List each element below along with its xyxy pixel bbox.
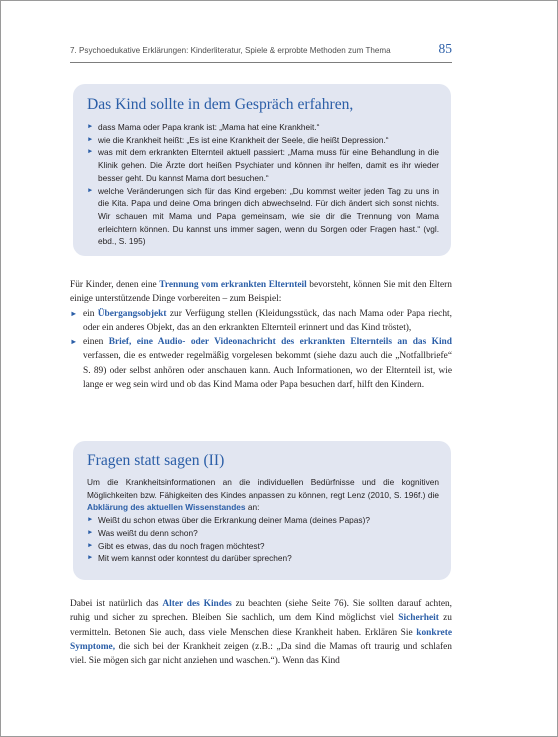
list-item-text: wie die Krankheit heißt: „Es ist eine Krankheit der Seele, die heißt Depression.“ — [98, 134, 389, 145]
triangle-bullet-icon: ► — [70, 308, 78, 318]
list-item — [87, 134, 439, 147]
info-box-title: Fragen statt sagen (II) — [87, 452, 225, 469]
keyword: konkrete Symptome, — [70, 627, 452, 652]
triangle-bullet-icon: ► — [87, 123, 94, 130]
text-run: zu vermitteln. Betonen Sie auch, dass viele Menschen diese Krankheit haben. Erklären Sie — [70, 613, 452, 638]
list-item — [70, 307, 452, 336]
triangle-bullet-icon: ► — [87, 516, 94, 524]
keyword: Abklärung des aktuellen Wissenstandes — [87, 502, 246, 513]
text-run: Für Kinder, denen eine — [70, 280, 160, 290]
keyword: Trennung vom erkrankten Elternteil — [159, 280, 307, 290]
text-run: einen — [83, 337, 109, 348]
list-item — [87, 146, 439, 184]
text-run: an: — [245, 502, 260, 513]
text-run: Dabei ist natürlich das — [70, 599, 163, 609]
triangle-bullet-icon: ► — [87, 554, 94, 562]
list-item-text: Mit wem kannst oder konntest du darüber sprechen? — [98, 553, 292, 564]
info-box-title: Das Kind sollte in dem Gespräch erfahren, — [87, 96, 354, 113]
support-list — [70, 307, 452, 393]
text-run: Um die Krankheitsinformationen an die individuellen Bedürfnisse und die kognitiven Möglichkeiten bzw. Fähigkeiten des Kindes anpassen zu können, regt Lenz (2010, S. 196f.) die — [87, 477, 439, 500]
keyword: Brief, eine Audio- oder Videonachricht des erkrankten Elternteils an das Kind — [108, 337, 452, 348]
text-run: die sich bei der Krankheit zeigen (z.B.: „Da sind die Mamas oft traurig und schlafen viel. Sie mögen sich gar nicht anziehen und waschen.“). Wenn das Kind — [70, 641, 452, 667]
list-item-text: was mit dem erkrankten Elternteil aktuell passiert: „Mama muss für eine Behandlung in die Klinik gehen. Die Ärzte dort heißen Psychiater und können ihr helfen, damit es ihr wieder besser geht. Du kannst Mama dort besuchen.“ — [98, 147, 439, 183]
keyword: Sicherheit — [398, 613, 439, 624]
text-run: ein — [83, 308, 98, 319]
text-run: verfassen, die es entweder regelmäßig vorgelesen bekommt (siehe dazu auch die „Notfallbriefe“ S. 89) oder selbst anhören oder anschauen kann. Auch Informationen, wo der Elternteil ist, wie lange er weg sein wird und ob das Kind Mama oder Papa besuchen darf, hilft den Kindern. — [83, 351, 452, 391]
section-separation — [70, 278, 452, 392]
list-item — [87, 185, 439, 249]
list-item — [87, 552, 439, 565]
list-item-text: dass Mama oder Papa krank ist: „Mama hat eine Krankheit.“ — [98, 122, 320, 132]
list-item — [87, 121, 439, 134]
triangle-bullet-icon: ► — [87, 186, 94, 194]
running-head-title: 7. Psychoedukative Erklärungen: Kinderliteratur, Spiele & erprobte Methoden zum Thema — [70, 46, 391, 55]
list-item-text: Gibt es etwas, das du noch fragen möchtest? — [98, 540, 265, 551]
paragraph — [87, 476, 439, 514]
list-item-text: Weißt du schon etwas über die Erkrankung deiner Mama (deines Papas)? — [98, 515, 370, 526]
triangle-bullet-icon: ► — [87, 148, 94, 156]
triangle-bullet-icon: ► — [87, 541, 94, 549]
list-item — [87, 540, 439, 553]
triangle-bullet-icon: ► — [87, 135, 94, 143]
section-age — [70, 597, 452, 668]
info-box-conversation — [73, 84, 451, 256]
info-box-questions — [73, 441, 451, 580]
paragraph — [70, 597, 452, 668]
triangle-bullet-icon: ► — [87, 528, 94, 536]
keyword: Alter des Kindes — [162, 599, 232, 609]
info-box-list — [87, 121, 439, 248]
paragraph — [70, 278, 452, 307]
text-run: zu beachten (siehe Seite 76). Sie sollten darauf achten, ruhig und sicher zu sprechen. Bleiben Sie sachlich, um dem Kind möglichst viel — [70, 599, 453, 624]
text-run: bevorsteht, können Sie mit den Eltern einige unterstützende Dinge vorbereiten – zum Beispiel: — [70, 280, 452, 305]
question-list — [87, 514, 439, 565]
running-header — [70, 40, 452, 63]
list-item — [70, 335, 452, 392]
list-item-text: Was weißt du denn schon? — [98, 527, 198, 538]
list-item — [87, 527, 439, 540]
list-item — [87, 514, 439, 527]
list-item-text: welche Veränderungen sich für das Kind ergeben: „Du kommst weiter jeden Tag zu uns in die Kita. Papa und deine Oma bringen dich abwechselnd. Für dich ändert sich sonst nichts. Wir schauen mit Mama und Papa gemeinsam, wie sie dir die Trennung von Mama erleichtern können. Du kannst uns immer sagen, wenn du Sorgen oder Fragen hast.“ (vgl. ebd., S. 195) — [98, 185, 439, 247]
text-run: zur Verfügung stellen (Kleidungsstück, das nach Mama oder Papa riecht, oder ein anderes Objekt, das an den erkrankten Elternteil erinnert und das Kind tröstet), — [83, 308, 452, 333]
page-number: 85 — [438, 41, 452, 56]
triangle-bullet-icon: ► — [70, 337, 78, 347]
keyword: Übergangsobjekt — [97, 308, 167, 319]
